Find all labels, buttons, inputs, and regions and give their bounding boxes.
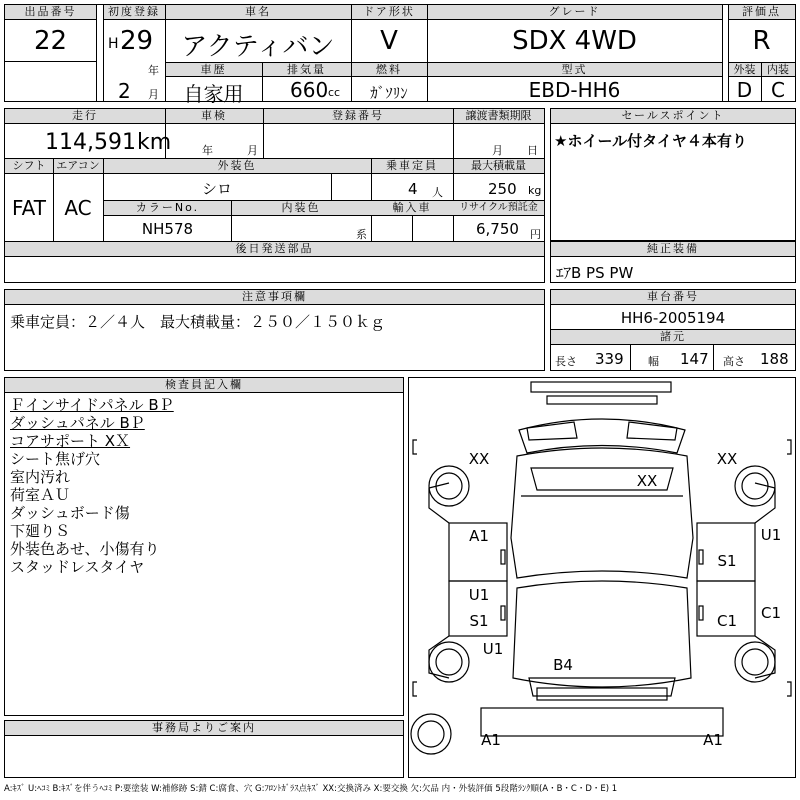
model: EBD-HH6 (528, 78, 621, 102)
color-number: NH578 (141, 220, 194, 238)
history-label: 車歴 (165, 62, 262, 77)
inspection-year-unit: 年 (202, 144, 213, 157)
sales-point-section (550, 108, 796, 241)
damage-diagram (408, 377, 796, 778)
capacity-label: 乗車定員 (371, 159, 453, 174)
damage-mark: A1 (703, 731, 723, 749)
capacity-unit: 人 (432, 186, 443, 199)
damage-mark: B4 (553, 656, 573, 674)
equipment-label: 純正装備 (551, 242, 795, 257)
model-label: 型式 (427, 62, 722, 77)
capacity: 4 (408, 180, 418, 198)
month-unit: 月 (148, 88, 159, 101)
damage-mark: XX (716, 450, 738, 468)
reg-year: 29 (120, 26, 154, 56)
damage-mark: C1 (760, 604, 782, 622)
inspector-line: シート焦げ穴 (10, 450, 101, 468)
score: R (752, 26, 771, 56)
color-label: 外装色 (103, 159, 371, 174)
displacement: 660 (290, 78, 329, 102)
lot-label: 出品番号 (5, 5, 96, 20)
damage-mark: U1 (468, 586, 490, 604)
inspector-line: コアサポート XＸ (10, 432, 131, 450)
door-label: ドア形状 (351, 5, 427, 20)
height: 188 (760, 350, 789, 368)
load-label: 最大積載量 (453, 159, 544, 174)
damage-mark: A1 (481, 731, 501, 749)
load-unit: kg (528, 184, 542, 197)
damage-mark: U1 (482, 640, 504, 658)
inspector-line: 外装色あせ、小傷有り (10, 540, 160, 558)
interior-label: 内装 (761, 62, 795, 77)
recycle-label: リサイクル預託金 (453, 201, 544, 216)
chassis-number: HH6-2005194 (620, 309, 726, 327)
ac-label: エアコン (53, 159, 103, 174)
inspector-line: Ｆインサイドパネル BＰ (10, 396, 174, 414)
year-unit: 年 (148, 64, 159, 77)
notes-label: 注意事項欄 (5, 290, 544, 305)
recycle-fee: 6,750 (476, 220, 519, 238)
legend: A:ｷｽﾞ U:ﾍｺﾐ B:ｷｽﾞを伴うﾍｺﾐ P:要塗装 W:補修跡 S:錆 C:腐食、穴 G:ﾌﾛﾝﾄｶﾞﾗｽ点ｷｽﾞ XX:交換済み X:要交換 欠:欠品 内・外装評価 5段階ﾗﾝｸ順(A・B・C・D・E) 1 (4, 784, 618, 794)
displacement-unit: cc (328, 86, 341, 99)
damage-mark: U1 (760, 526, 782, 544)
car-name-label: 車名 (165, 5, 351, 20)
exterior-color: シロ (201, 180, 232, 198)
later-parts-label: 後日発送部品 (5, 242, 544, 257)
inspector-line: ダッシュパネル BＰ (10, 414, 145, 432)
damage-mark: S1 (717, 552, 737, 570)
mileage-unit: km (137, 130, 172, 155)
history: 自家用 (183, 82, 244, 106)
damage-mark: S1 (469, 612, 489, 630)
office-label: 事務局よりご案内 (5, 721, 403, 736)
first-reg-label: 初度登録 (103, 5, 165, 20)
displacement-label: 排気量 (262, 62, 351, 77)
transfer-month-unit: 月 (492, 144, 503, 157)
length-label: 長さ (555, 355, 577, 368)
damage-mark: C1 (716, 612, 738, 630)
inspection-label: 車検 (165, 109, 263, 124)
car-diagram-svg (409, 378, 795, 777)
score-label: 評価点 (728, 5, 795, 20)
reg-no-label: 登録番号 (263, 109, 453, 124)
reg-month: 2 (118, 79, 131, 103)
chassis-label: 車台番号 (551, 290, 795, 305)
dims-label: 諸元 (551, 330, 795, 345)
shift: FAT (11, 196, 46, 220)
inspector-line: 室内汚れ (10, 468, 71, 486)
inspector-line: ダッシュボード傷 (10, 504, 130, 522)
door-type: V (380, 26, 398, 56)
grade: SDX 4WD (512, 26, 637, 56)
car-name: アクティバン (181, 32, 335, 62)
damage-mark: XX (468, 450, 490, 468)
sales-point-label: セールスポイント (551, 109, 795, 124)
int-color-unit: 系 (356, 228, 367, 241)
max-load: 250 (488, 180, 517, 198)
inspector-lines (10, 396, 174, 576)
fuel: ｶﾞｿﾘﾝ (370, 84, 408, 102)
transfer-label: 譲渡書類期限 (453, 109, 544, 124)
notes-text: 乗車定員：２／４人 最大積載量：２５０／１５０ｋｇ (10, 313, 386, 331)
inspector-line: スタッドレスタイヤ (10, 558, 145, 576)
shift-label: シフト (5, 159, 53, 174)
inspector-line: 下廻りＳ (10, 522, 71, 540)
lot-number: 22 (33, 26, 68, 56)
damage-mark: XX (636, 472, 658, 490)
height-label: 高さ (723, 355, 745, 368)
mileage: 114,591 (45, 130, 136, 155)
interior-score: C (771, 78, 785, 102)
inspection-month-unit: 月 (247, 144, 258, 157)
int-color-label: 内装色 (231, 201, 371, 216)
transfer-day-unit: 日 (527, 144, 538, 157)
air-conditioner: AC (64, 196, 92, 220)
inspector-line: 荷室ＡＵ (10, 486, 71, 504)
color-no-label: カラーNo. (104, 201, 231, 216)
exterior-label: 外装 (728, 62, 761, 77)
exterior-score: D (736, 78, 753, 102)
era: H (108, 36, 119, 52)
damage-mark: A1 (469, 527, 489, 545)
sales-point-text: ★ホイール付タイヤ４本有り (554, 132, 747, 150)
width-label: 幅 (648, 355, 659, 368)
recycle-unit: 円 (530, 228, 541, 241)
length: 339 (595, 350, 624, 368)
import-label: 輸入車 (371, 201, 453, 216)
equipment-text: ｴｱB PS PW (556, 264, 634, 282)
inspector-label: 検査員記入欄 (5, 378, 403, 393)
mileage-label: 走行 (5, 109, 165, 124)
fuel-label: 燃料 (351, 62, 427, 77)
width: 147 (680, 350, 709, 368)
grade-label: グレード (427, 5, 722, 20)
